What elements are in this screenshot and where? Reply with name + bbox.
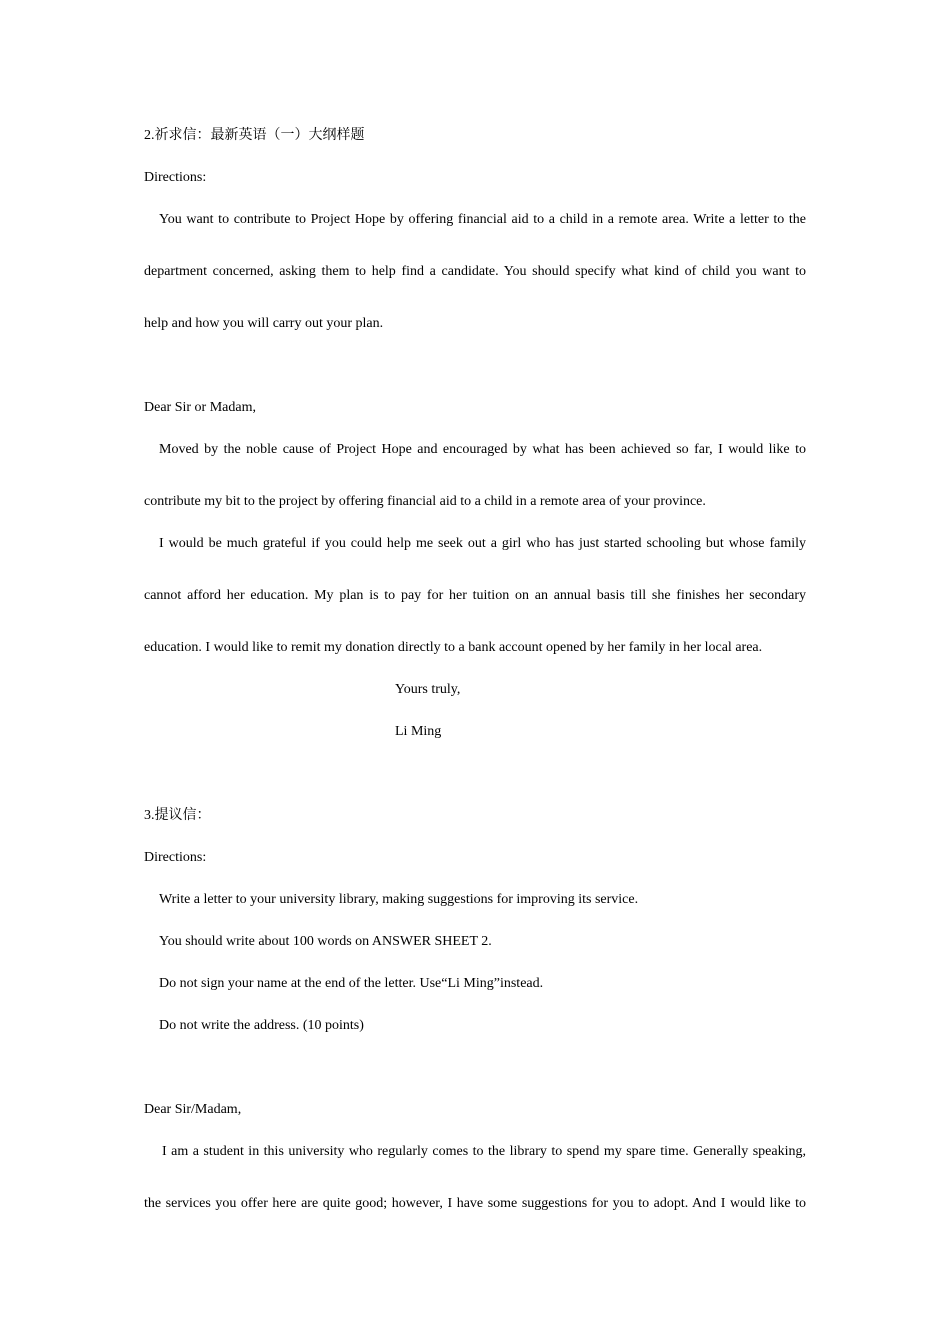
- section2-paragraph2-line: I would be much grateful if you could help me seek out a girl who has just started schooling but whose family: [159, 536, 806, 551]
- section2-paragraph1-line: contribute my bit to the project by offering financial aid to a child in a remote area of your province.: [144, 494, 706, 509]
- section2-paragraph2-line: cannot afford her education. My plan is to pay for her tuition on an annual basis till she finishes her secondary: [144, 588, 806, 603]
- section2-closing: Yours truly,: [395, 682, 461, 697]
- section3-paragraph1-line: the services you offer here are quite good; however, I have some suggestions for you to adopt. And I would like to: [144, 1196, 806, 1211]
- section2-directions-line: department concerned, asking them to help find a candidate. You should specify what kind of child you want to: [144, 264, 806, 279]
- section2-salutation: Dear Sir or Madam,: [144, 400, 256, 415]
- section2-paragraph1-line: Moved by the noble cause of Project Hope and encouraged by what has been achieved so far, I would like to: [159, 442, 806, 457]
- section2-directions-line: You want to contribute to Project Hope by offering financial aid to a child in a remote area. Write a letter to the: [159, 212, 806, 227]
- section2-paragraph2-line: education. I would like to remit my donation directly to a bank account opened by her family in her local area.: [144, 640, 763, 655]
- section3-paragraph1-line: I am a student in this university who regularly comes to the library to spend my spare time. Generally speaking,: [162, 1144, 806, 1159]
- section2-signature: Li Ming: [395, 724, 442, 739]
- section3-salutation: Dear Sir/Madam,: [144, 1102, 242, 1117]
- section3-directions-item: Do not write the address. (10 points): [159, 1018, 364, 1033]
- section3-directions-item: Do not sign your name at the end of the letter. Use“Li Ming”instead.: [159, 976, 544, 991]
- section3-directions-item: You should write about 100 words on ANSWER SHEET 2.: [159, 934, 492, 949]
- section3-directions-item: Write a letter to your university library, making suggestions for improving its service.: [159, 892, 639, 907]
- section3-directions-label: Directions:: [144, 850, 207, 865]
- section2-directions-line: help and how you will carry out your plan.: [144, 316, 384, 331]
- section3-heading: 3.提议信：: [144, 808, 211, 823]
- section2-heading: 2.祈求信：最新英语（一）大纲样题: [144, 128, 365, 143]
- section2-directions-label: Directions:: [144, 170, 207, 185]
